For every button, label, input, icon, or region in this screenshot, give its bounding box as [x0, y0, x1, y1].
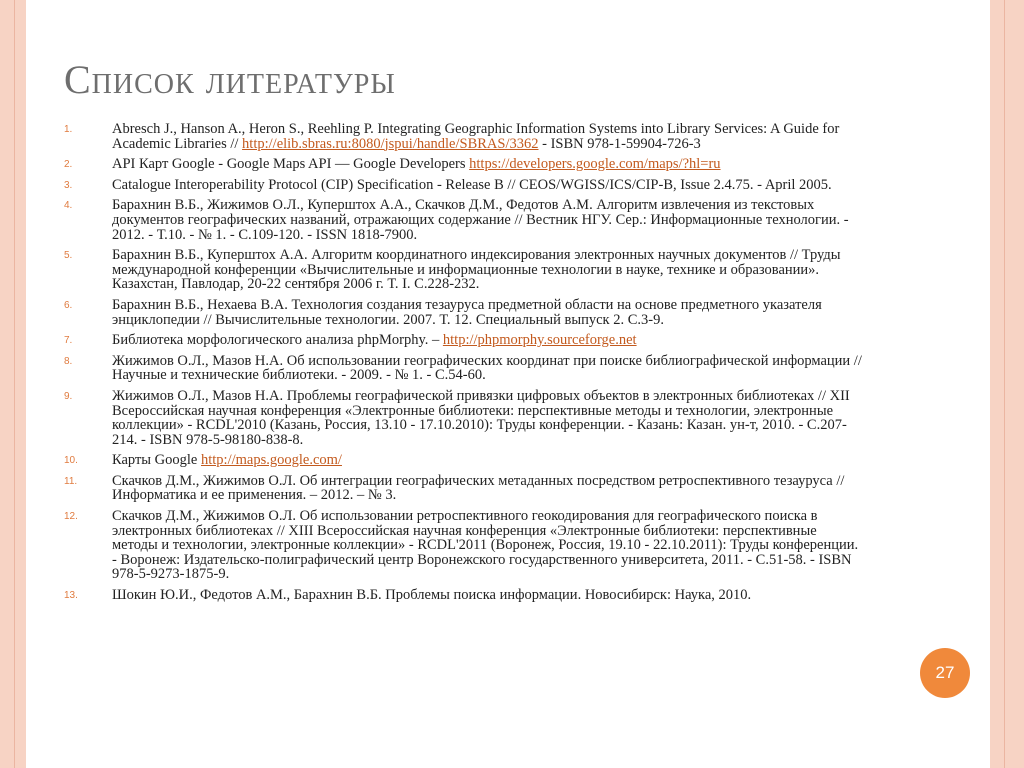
reference-number: 8.	[64, 355, 73, 367]
reference-number: 11.	[64, 475, 78, 487]
right-border	[990, 0, 1024, 768]
left-border	[0, 0, 26, 768]
reference-number: 13.	[64, 590, 78, 602]
reference-body	[112, 453, 864, 468]
reference-number: 10.	[64, 455, 78, 467]
reference-link[interactable]: https://developers.google.com/maps/?hl=ru	[469, 156, 721, 173]
reference-body	[112, 354, 864, 383]
reference-text: Библиотека морфологического анализа phpMorphy. –	[112, 332, 443, 349]
reference-text: Барахнин В.Б., Нехаева В.А. Технология создания тезауруса предметной области на основе предметного указателя энциклопедии // Вычислительные технологии. 2007. Т. 12. Специальный выпуск 2. С.3-9.	[112, 296, 822, 328]
reference-item	[64, 588, 864, 603]
reference-number: 5.	[64, 250, 73, 262]
page-number-badge: 27	[920, 648, 970, 698]
slide-title: Список литературы	[64, 57, 396, 102]
reference-body	[112, 157, 864, 172]
reference-text: Барахнин В.Б., Жижимов О.Л., Куперштох А.А., Скачков Д.М., Федотов А.М. Алгоритм извлечения из текстовых документов географических названий, отражающих содержание // Вестник НГУ. Сер.: Информационные технологии. - 2012. - Т.10. - № 1. - С.109-120. - ISSN 1818-7900.	[112, 197, 849, 243]
reference-item	[64, 509, 864, 582]
reference-body	[112, 248, 864, 292]
reference-text: Жижимов О.Л., Мазов Н.А. Проблемы географической привязки цифровых объектов в электронных библиотеках // XII Всероссийская научная конференция «Электронные библиотеки: перспективные методы и технологии, электронные коллекции» - RCDL'2010 (Казань, Россия, 13.10 - 17.10.2010): Труды конференции. - Казань: Казан. ун-т, 2010. - С.207-214. - ISBN 978-5-98180-838-8.	[112, 387, 850, 448]
left-border-line	[14, 0, 15, 768]
reference-link[interactable]: http://maps.google.com/	[201, 452, 342, 469]
reference-text-tail: - ISBN 978-1-59904-726-3	[538, 135, 701, 152]
reference-body	[112, 474, 864, 503]
reference-item	[64, 248, 864, 292]
reference-body	[112, 333, 864, 348]
reference-number: 4.	[64, 200, 73, 212]
reference-text: Скачков Д.М., Жижимов О.Л. Об интеграции географических метаданных посредством ретроспективного тезауруса // Информатика и ее применения. – 2012. – № 3.	[112, 472, 845, 504]
reference-number: 3.	[64, 179, 73, 191]
reference-body	[112, 588, 864, 603]
reference-body	[112, 198, 864, 242]
reference-item	[64, 298, 864, 327]
reference-number: 1.	[64, 124, 73, 135]
reference-text: Карты Google	[112, 452, 201, 469]
reference-body	[112, 122, 864, 151]
reference-link[interactable]: http://phpmorphy.sourceforge.net	[442, 332, 637, 349]
reference-body	[112, 389, 864, 447]
reference-item	[64, 453, 864, 468]
reference-list	[64, 122, 864, 609]
reference-item	[64, 333, 864, 348]
reference-text: Abresch J., Hanson A., Heron S., Reehling P. Integrating Geographic Information Systems into Library Services: A Guide for Academic Libraries //	[112, 121, 840, 152]
reference-text: Жижимов О.Л., Мазов Н.А. Об использовании географических координат при поиске библиографической информации // Научные и технические библиотеки. - 2009. - № 1. - С.54-60.	[112, 352, 862, 384]
reference-item	[64, 122, 864, 151]
reference-item	[64, 474, 864, 503]
reference-item	[64, 157, 864, 172]
right-border-line	[1004, 0, 1005, 768]
reference-number: 7.	[64, 335, 73, 347]
reference-item	[64, 354, 864, 383]
reference-body	[112, 509, 864, 582]
reference-body	[112, 298, 864, 327]
reference-number: 2.	[64, 159, 73, 171]
reference-text: Барахнин В.Б., Куперштох А.А. Алгоритм координатного индексирования электронных научных документов // Труды международной конференции «Вычислительные и информационные технологии в науке, технике и образовании». Казахстан, Павлодар, 20-22 сентября 2006 г. Т. I. С.228-232.	[112, 247, 841, 293]
reference-number: 12.	[64, 511, 78, 523]
reference-text: Catalogue Interoperability Protocol (CIP) Specification - Release B // CEOS/WGISS/ICS/CIP-B, Issue 2.4.75. - April 2005.	[112, 176, 832, 193]
reference-text: API Карт Google - Google Maps API — Google Developers	[112, 156, 470, 173]
reference-number: 6.	[64, 299, 73, 311]
reference-text: Шокин Ю.И., Федотов А.М., Барахнин В.Б. Проблемы поиска информации. Новосибирск: Наука, 2010.	[112, 587, 752, 604]
reference-item	[64, 198, 864, 242]
reference-body	[112, 178, 864, 193]
reference-item	[64, 178, 864, 193]
reference-item	[64, 389, 864, 447]
reference-text: Скачков Д.М., Жижимов О.Л. Об использовании ретроспективного геокодирования для географического поиска в электронных библиотеках // XIII Всероссийская научная конференция «Электронные библиотеки: перспективные методы и технологии, электронные коллекции» - RCDL'2011 (Воронеж, Россия, 19.10 - 22.10.2011): Труды конференции. - Воронеж: Издательско-полиграфический центр Воронежского государственного университета, 2011. - С.51-58. - ISBN 978-5-9273-1875-9.	[112, 508, 859, 583]
reference-link[interactable]: http://elib.sbras.ru:8080/jspui/handle/SBRAS/3362	[242, 135, 539, 152]
reference-number: 9.	[64, 390, 73, 402]
